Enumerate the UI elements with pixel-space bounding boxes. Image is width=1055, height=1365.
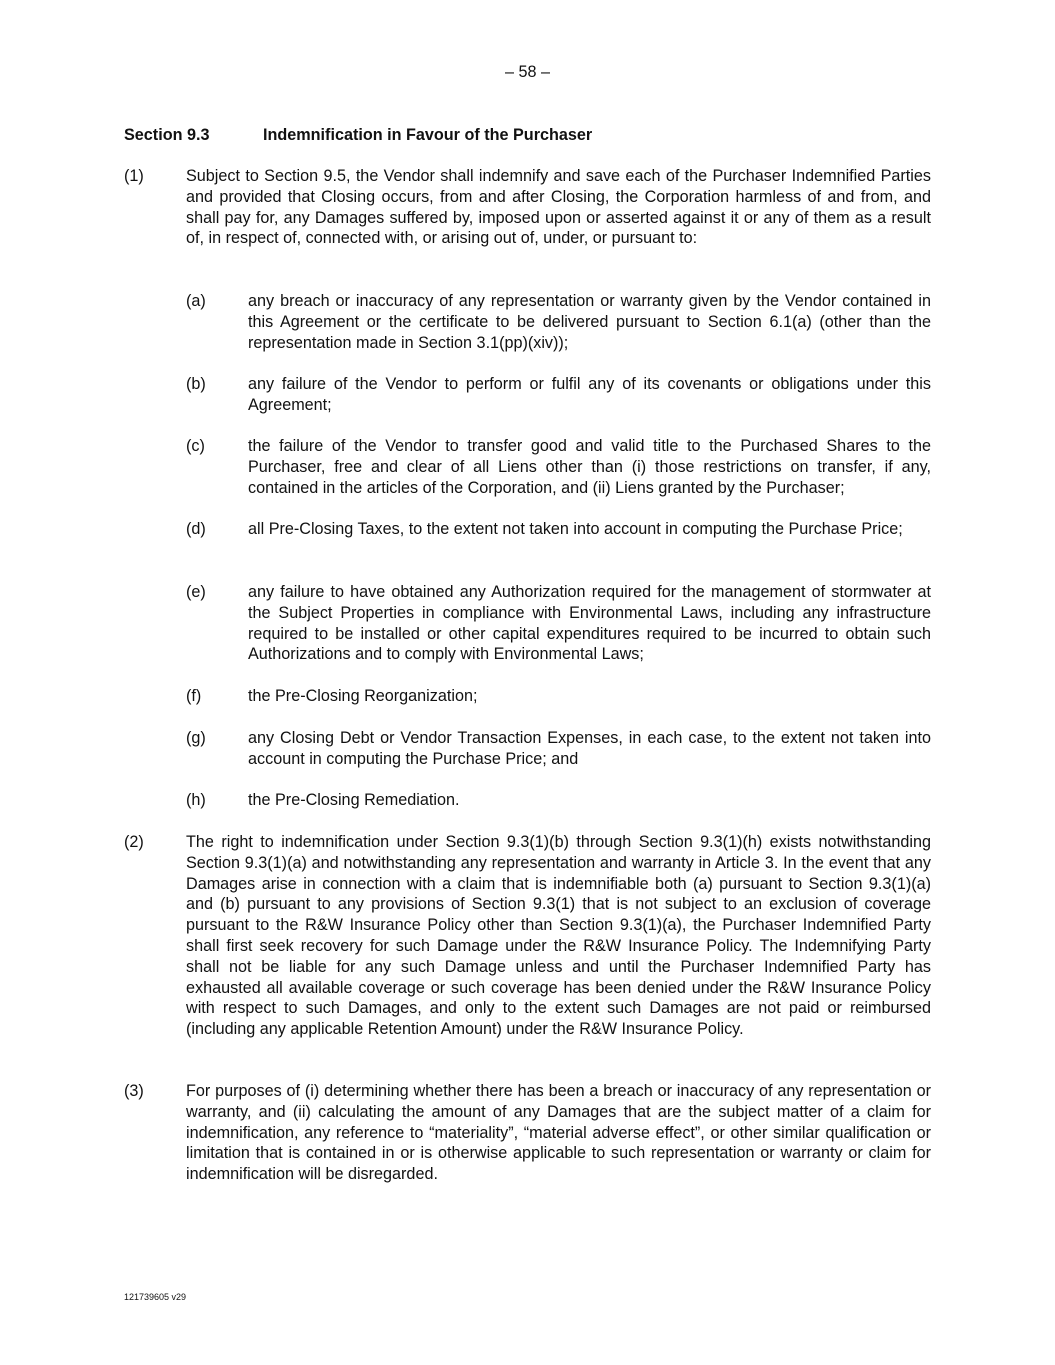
subitem-g: [186, 728, 931, 770]
paragraph-number: (1): [124, 167, 144, 185]
subitem-number: (d): [186, 520, 206, 538]
subitem-number: (h): [186, 791, 206, 809]
paragraph-number: (2): [124, 833, 144, 851]
subitem-h: [186, 790, 931, 811]
section-heading: [124, 125, 592, 146]
subitem-f: [186, 686, 931, 707]
subitem-b: [186, 374, 931, 416]
subitem-number: (c): [186, 437, 205, 455]
page-number: – 58 –: [504, 63, 550, 81]
subitem-text: the failure of the Vendor to transfer good and valid title to the Purchased Shares to the Purchaser, free and clear of all Liens other than (i) those restrictions on transfer, if any, contained in the articles of the Corporation, and (ii) Liens granted by the Purchaser;: [248, 437, 931, 497]
subitem-a: [186, 291, 931, 353]
paragraph-number: (3): [124, 1082, 144, 1100]
subitem-number: (b): [186, 375, 206, 393]
paragraph-2: [124, 832, 931, 1040]
section-title: Indemnification in Favour of the Purchaser: [263, 126, 593, 144]
paragraph-text: For purposes of (i) determining whether there has been a breach or inaccuracy of any representation or warranty, and (ii) calculating the amount of any Damages that are the subject matter of a claim for indemnification, any reference to “materiality”, “material adverse effect”, or other similar qualification or limitation that is contained in or is otherwise applicable to such representation or warranty or claim for indemnification will be disregarded.: [186, 1082, 931, 1184]
paragraph-text: The right to indemnification under Section 9.3(1)(b) through Section 9.3(1)(h) exists notwithstanding Section 9.3(1)(a) and notwithstanding any representation and warranty in Article 3. In the event that any Damages arise in connection with a claim that is indemnifiable both (a) pursuant to Section 9.3(1)(a) and (b) pursuant to any provisions of Section 9.3(1) that is not subject to an exclusion of coverage pursuant to the R&W Insurance Policy other than Section 9.3(1)(a), the Purchaser Indemnified Party shall first seek recovery for such Damage under the R&W Insurance Policy. The Indemnifying Party shall not be liable for any such Damage unless and until the Purchaser Indemnified Party has exhausted all available coverage or such coverage has been denied under the R&W Insurance Policy with respect to such Damages, and only to the extent such Damages are not paid or reimbursed (including any applicable Retention Amount) under the R&W Insurance Policy.: [186, 833, 931, 1039]
subitem-number: (e): [186, 583, 206, 601]
subitem-e: [186, 582, 931, 665]
section-number: Section 9.3: [124, 126, 210, 144]
subitem-number: (g): [186, 729, 206, 747]
paragraph-text: Subject to Section 9.5, the Vendor shall indemnify and save each of the Purchaser Indemnified Parties and provided that Closing occurs, from and after Closing, the Corporation harmless of and from, and shall pay for, any Damages suffered by, imposed upon or asserted against it or any of them as a result of, in respect of, connected with, or arising out of, under, or pursuant to:: [186, 167, 931, 248]
subitem-text: any breach or inaccuracy of any representation or warranty given by the Vendor contained in this Agreement or the certificate to be delivered pursuant to Section 6.1(a) (other than the representation made in Section 3.1(pp)(xiv));: [248, 292, 931, 352]
subitem-text: any failure to have obtained any Authorization required for the management of stormwater at the Subject Properties in compliance with Environmental Laws, including any infrastructure required to be installed or other capital expenditures required to be incurred to obtain such Authorizations and to comply with Environmental Laws;: [248, 583, 931, 664]
subitem-text: the Pre-Closing Remediation.: [248, 791, 460, 809]
subitem-text: any Closing Debt or Vendor Transaction Expenses, in each case, to the extent not taken into account in computing the Purchase Price; and: [248, 729, 931, 768]
subitem-c: [186, 436, 931, 498]
subitem-text: the Pre-Closing Reorganization;: [248, 687, 478, 705]
document-id: 121739605 v29: [124, 1292, 187, 1302]
subitem-text: all Pre-Closing Taxes, to the extent not taken into account in computing the Purchase Price;: [248, 520, 903, 538]
paragraph-1: [124, 166, 931, 249]
subitem-d: [186, 519, 931, 540]
subitem-number: (f): [186, 687, 202, 705]
subitem-text: any failure of the Vendor to perform or fulfil any of its covenants or obligations under this Agreement;: [248, 375, 931, 414]
subitem-number: (a): [186, 292, 206, 310]
paragraph-3: [124, 1081, 931, 1185]
